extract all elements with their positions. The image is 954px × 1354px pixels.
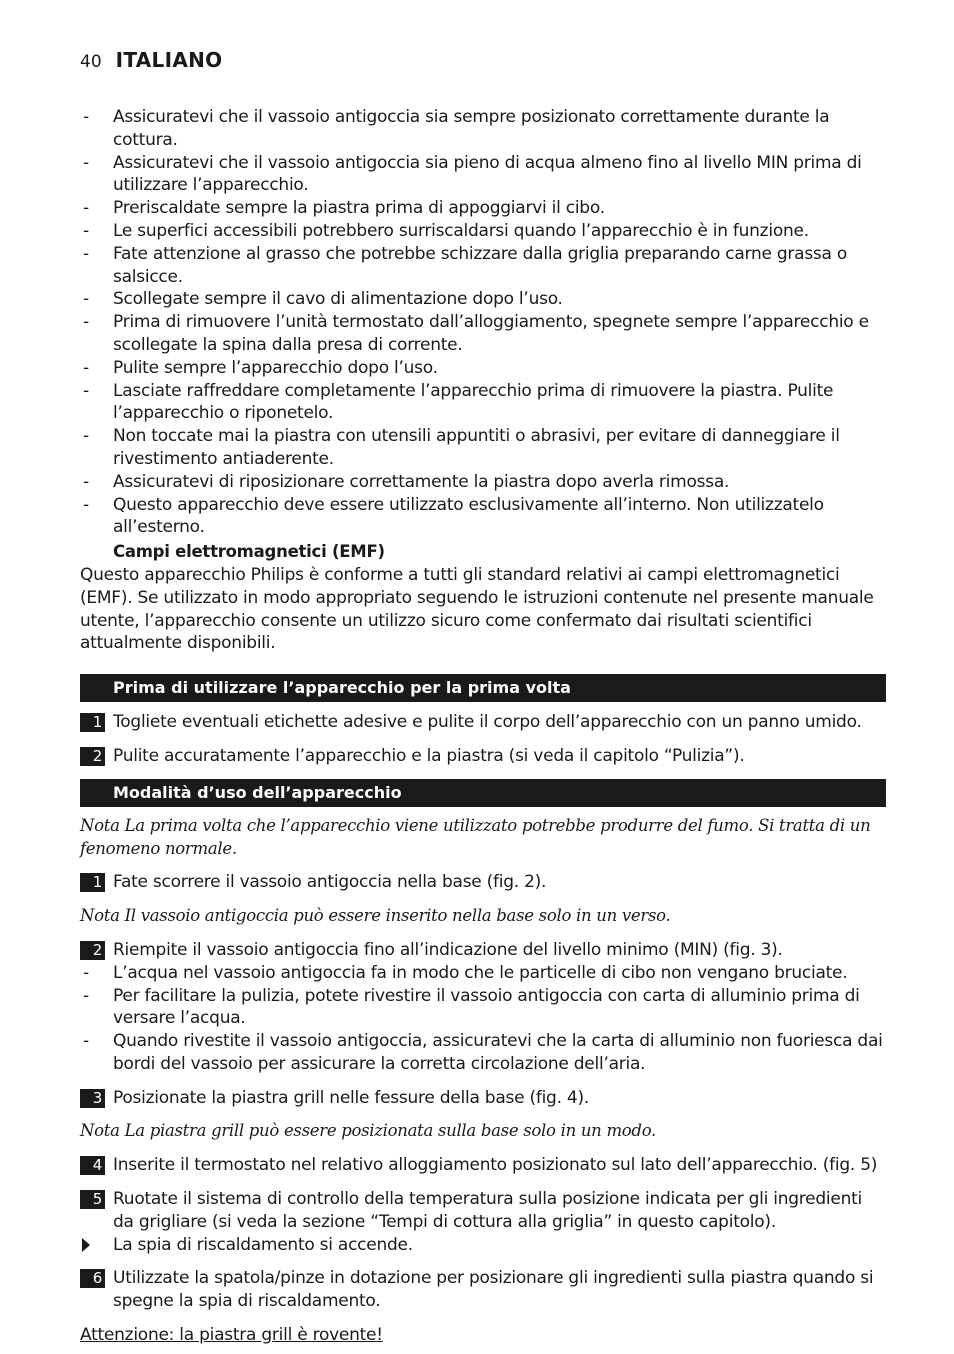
list-item: - Non toccate mai la piastra con utensili appuntiti o abrasivi, per evitare di danneggiare il rivestimento antiaderente. bbox=[80, 425, 886, 471]
step-number: 1 bbox=[80, 713, 105, 732]
list-item: - L’acqua nel vassoio antigoccia fa in modo che le particelle di cibo non vengano bruciate. bbox=[80, 962, 886, 985]
list-item: - Fate attenzione al grasso che potrebbe schizzare dalla griglia preparando carne grassa o salsicce. bbox=[80, 243, 886, 289]
list-item: - Scollegate sempre il cavo di alimentazione dopo l’uso. bbox=[80, 288, 886, 311]
step-number: 1 bbox=[80, 873, 105, 892]
step-number: 5 bbox=[80, 1190, 105, 1209]
list-item: - Lasciate raffreddare completamente l’apparecchio prima di rimuovere la piastra. Pulite l’apparecchio o riponetelo. bbox=[80, 380, 886, 426]
first-use-section-title: Prima di utilizzare l’apparecchio per la prima volta bbox=[80, 674, 886, 702]
list-item: - Per facilitare la pulizia, potete rivestire il vassoio antigoccia con carta di alluminio prima di versare l’acqua. bbox=[80, 985, 886, 1031]
step-number: 2 bbox=[80, 747, 105, 766]
emf-text: Questo apparecchio Philips è conforme a tutti gli standard relativi ai campi elettromagnetici (EMF). Se utilizzato in modo appropriato seguendo le istruzioni contenute nel presente manuale utente, l’apparecchio consente un utilizzo sicuro come confermato dai risultati scientifici attualmente disponibili. bbox=[80, 564, 874, 654]
step-2-details bbox=[80, 962, 886, 1076]
step-text: Riempite il vassoio antigoccia fino all’indicazione del livello minimo (MIN) (fig. 3). bbox=[113, 939, 783, 960]
usage-note-1: Nota La prima volta che l’apparecchio viene utilizzato potrebbe produrre del fumo. Si tratta di un fenomeno normale. bbox=[80, 815, 871, 858]
usage-step-5 bbox=[80, 1188, 886, 1234]
first-use-step-1 bbox=[80, 711, 886, 734]
list-item: - Pulite sempre l’apparecchio dopo l’uso. bbox=[80, 357, 886, 380]
step-text: Posizionate la piastra grill nelle fessure della base (fig. 4). bbox=[113, 1087, 589, 1108]
step-number: 6 bbox=[80, 1269, 105, 1288]
usage-step-6 bbox=[80, 1267, 886, 1313]
list-item: - Le superfici accessibili potrebbero surriscaldarsi quando l’apparecchio è in funzione. bbox=[80, 220, 886, 243]
page-number: 40 bbox=[80, 52, 102, 72]
step-text: Utilizzate la spatola/pinze in dotazione per posizionare gli ingredienti sulla piastra quando si spegne la spia di riscaldamento. bbox=[113, 1268, 874, 1312]
language-heading: ITALIANO bbox=[115, 48, 223, 72]
result-arrow-icon bbox=[82, 1238, 90, 1252]
step-5-result bbox=[80, 1234, 886, 1257]
list-item: - Questo apparecchio deve essere utilizzato esclusivamente all’interno. Non utilizzatelo all’esterno. bbox=[80, 494, 886, 540]
usage-section-title: Modalità d’uso dell’apparecchio bbox=[80, 779, 886, 807]
safety-list bbox=[80, 106, 886, 539]
usage-step-4 bbox=[80, 1154, 886, 1177]
usage-note-2: Nota Il vassoio antigoccia può essere inserito nella base solo in un verso. bbox=[80, 906, 671, 926]
list-item: - Preriscaldate sempre la piastra prima di appoggiarvi il cibo. bbox=[80, 197, 886, 220]
list-item: - Assicuratevi che il vassoio antigoccia sia pieno di acqua almeno fino al livello MIN prima di utilizzare l’apparecchio. bbox=[80, 152, 886, 198]
step-text: Togliete eventuali etichette adesive e pulite il corpo dell’apparecchio con un panno umido. bbox=[113, 712, 862, 733]
result-text: La spia di riscaldamento si accende. bbox=[113, 1234, 413, 1255]
step-number: 4 bbox=[80, 1156, 105, 1175]
step-text: Pulite accuratamente l’apparecchio e la piastra (si veda il capitolo “Pulizia”). bbox=[113, 745, 745, 766]
emf-heading: Campi elettromagnetici (EMF) bbox=[113, 542, 385, 562]
step-text: Fate scorrere il vassoio antigoccia nella base (fig. 2). bbox=[113, 872, 547, 893]
list-item: - Assicuratevi che il vassoio antigoccia sia sempre posizionato correttamente durante la cottura. bbox=[80, 106, 886, 152]
usage-step-3 bbox=[80, 1087, 886, 1110]
usage-note-3: Nota La piastra grill può essere posizionata sulla base solo in un modo. bbox=[80, 1121, 656, 1141]
step-number: 2 bbox=[80, 941, 105, 960]
usage-step-2 bbox=[80, 939, 886, 962]
step-text: Inserite il termostato nel relativo alloggiamento posizionato sul lato dell’apparecchio. (fig. 5) bbox=[113, 1155, 878, 1176]
list-item: - Prima di rimuovere l’unità termostato dall’alloggiamento, spegnete sempre l’apparecchio e scollegate la spina dalla presa di corrente. bbox=[80, 311, 886, 357]
list-item: - Quando rivestite il vassoio antigoccia, assicuratevi che la carta di alluminio non fuoriesca dai bordi del vassoio per assicurare la corretta circolazione dell’aria. bbox=[80, 1030, 886, 1076]
first-use-step-2 bbox=[80, 745, 886, 768]
step-text: Ruotate il sistema di controllo della temperatura sulla posizione indicata per gli ingredienti da grigliare (si veda la sezione “Tempi di cottura alla griglia” in questo capitolo). bbox=[113, 1189, 863, 1232]
hot-plate-warning: Attenzione: la piastra grill è rovente! bbox=[80, 1325, 383, 1346]
usage-step-1 bbox=[80, 871, 886, 894]
page-content bbox=[80, 106, 886, 1347]
list-item: - Assicuratevi di riposizionare correttamente la piastra dopo averla rimossa. bbox=[80, 471, 886, 494]
step-number: 3 bbox=[80, 1089, 105, 1108]
page-header bbox=[80, 48, 222, 74]
